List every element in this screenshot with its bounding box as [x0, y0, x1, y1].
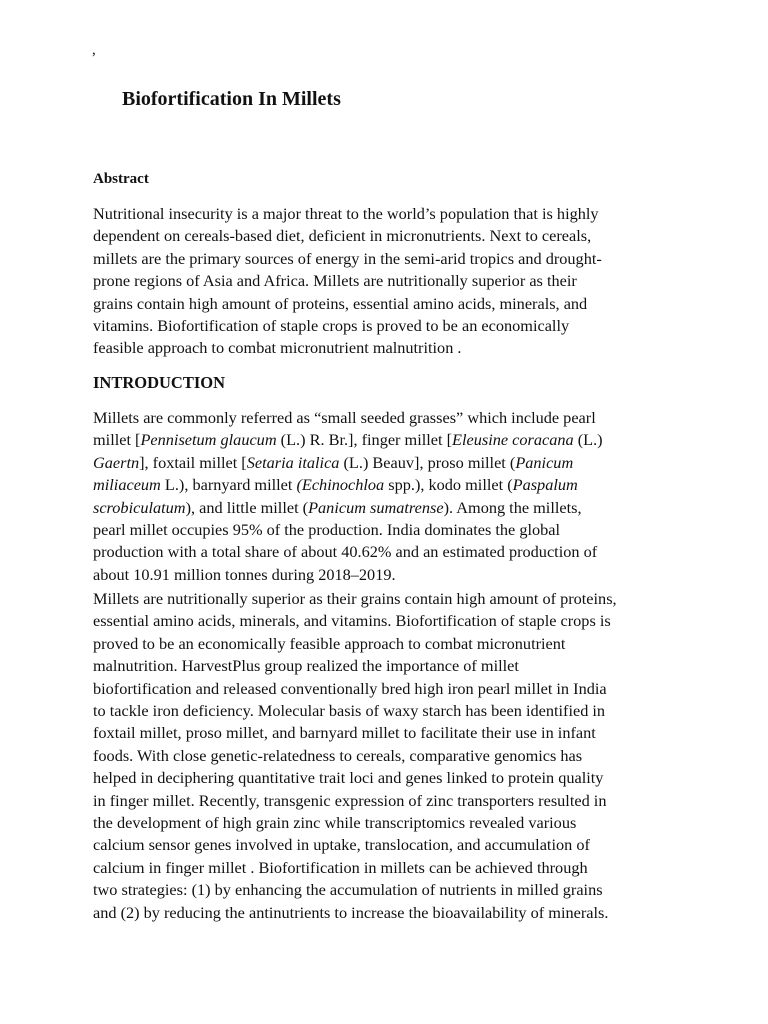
species-name: (Echinochloa	[296, 475, 385, 495]
text-line: foxtail millet, proso millet, and barnyard millet to facilitate their use in infant	[93, 723, 596, 743]
text-line: feasible approach to combat micronutrient malnutrition .	[93, 338, 462, 358]
species-name: Panicum	[515, 452, 574, 472]
text-line: calcium sensor genes involved in uptake, translocation, and accumulation of	[93, 835, 590, 855]
species-name: Eleusine coracana	[452, 430, 574, 450]
text-line: helped in deciphering quantitative trait loci and genes linked to protein quality	[93, 768, 604, 788]
introduction-paragraph-2	[93, 588, 683, 924]
species-name: Gaertn	[93, 452, 140, 472]
text-line	[93, 474, 683, 496]
species-name: Pennisetum glaucum	[140, 430, 277, 450]
text-line: proved to be an economically feasible approach to combat micronutrient	[93, 633, 566, 653]
text-line: foods. With close genetic-relatedness to cereals, comparative genomics has	[93, 745, 583, 765]
text-run: ), and little millet (	[185, 497, 309, 517]
text-line: malnutrition. HarvestPlus group realized the importance of millet	[93, 656, 519, 676]
text-line: pearl millet occupies 95% of the production. India dominates the global	[93, 520, 561, 540]
text-line: grains contain high amount of proteins, essential amino acids, minerals, and	[93, 293, 588, 313]
species-name: miliaceum	[93, 475, 161, 495]
abstract-heading: Abstract	[93, 171, 149, 187]
text-line: essential amino acids, minerals, and vitamins. Biofortification of staple crops is	[93, 611, 611, 631]
text-line: about 10.91 million tonnes during 2018–2019.	[93, 564, 396, 584]
abstract-paragraph	[93, 203, 683, 360]
text-line: to tackle iron deficiency. Molecular basis of waxy starch has been identified in	[93, 701, 606, 721]
text-run: millet [	[93, 430, 141, 450]
text-line	[93, 452, 683, 474]
introduction-paragraph-1	[93, 407, 683, 586]
species-name: scrobiculatum	[93, 497, 186, 517]
text-run: spp.), kodo millet (	[384, 475, 513, 495]
text-run: ). Among the millets,	[443, 497, 582, 517]
text-run: L.), barnyard millet	[160, 475, 297, 495]
text-line: millets are the primary sources of energy in the semi-arid tropics and drought-	[93, 248, 602, 268]
text-line	[93, 497, 683, 519]
species-name: Paspalum	[512, 475, 578, 495]
text-line	[93, 429, 683, 451]
text-line: vitamins. Biofortification of staple crops is proved to be an economically	[93, 316, 570, 336]
text-run: (L.) R. Br.], finger millet [	[276, 430, 453, 450]
text-run: ], foxtail millet [	[139, 452, 247, 472]
introduction-heading: INTRODUCTION	[93, 373, 226, 392]
text-line: two strategies: (1) by enhancing the accumulation of nutrients in milled grains	[93, 880, 603, 900]
text-line: and (2) by reducing the antinutrients to increase the bioavailability of minerals.	[93, 902, 609, 922]
text-line: in finger millet. Recently, transgenic expression of zinc transporters resulted in	[93, 790, 607, 810]
text-line: biofortification and released conventionally bred high iron pearl millet in India	[93, 678, 607, 698]
text-run: (L.) Beauv], proso millet (	[339, 452, 516, 472]
species-name: Panicum sumatrense	[308, 497, 444, 517]
text-run: (L.)	[573, 430, 603, 450]
text-line: production with a total share of about 40.62% and an estimated production of	[93, 542, 598, 562]
text-line: prone regions of Asia and Africa. Millets are nutritionally superior as their	[93, 271, 577, 291]
text-line: Millets are nutritionally superior as their grains contain high amount of proteins,	[93, 589, 617, 608]
document-title: Biofortification In Millets	[122, 88, 341, 110]
text-line: dependent on cereals-based diet, deficient in micronutrients. Next to cereals,	[93, 226, 592, 246]
stray-comma: ,	[92, 42, 96, 58]
text-line: Millets are commonly referred as “small seeded grasses” which include pearl	[93, 408, 596, 427]
text-line: calcium in finger millet . Biofortification in millets can be achieved through	[93, 857, 588, 877]
text-line: Nutritional insecurity is a major threat to the world’s population that is highly	[93, 204, 599, 223]
species-name: Setaria italica	[246, 452, 340, 472]
text-line: the development of high grain zinc while transcriptomics revealed various	[93, 813, 577, 833]
